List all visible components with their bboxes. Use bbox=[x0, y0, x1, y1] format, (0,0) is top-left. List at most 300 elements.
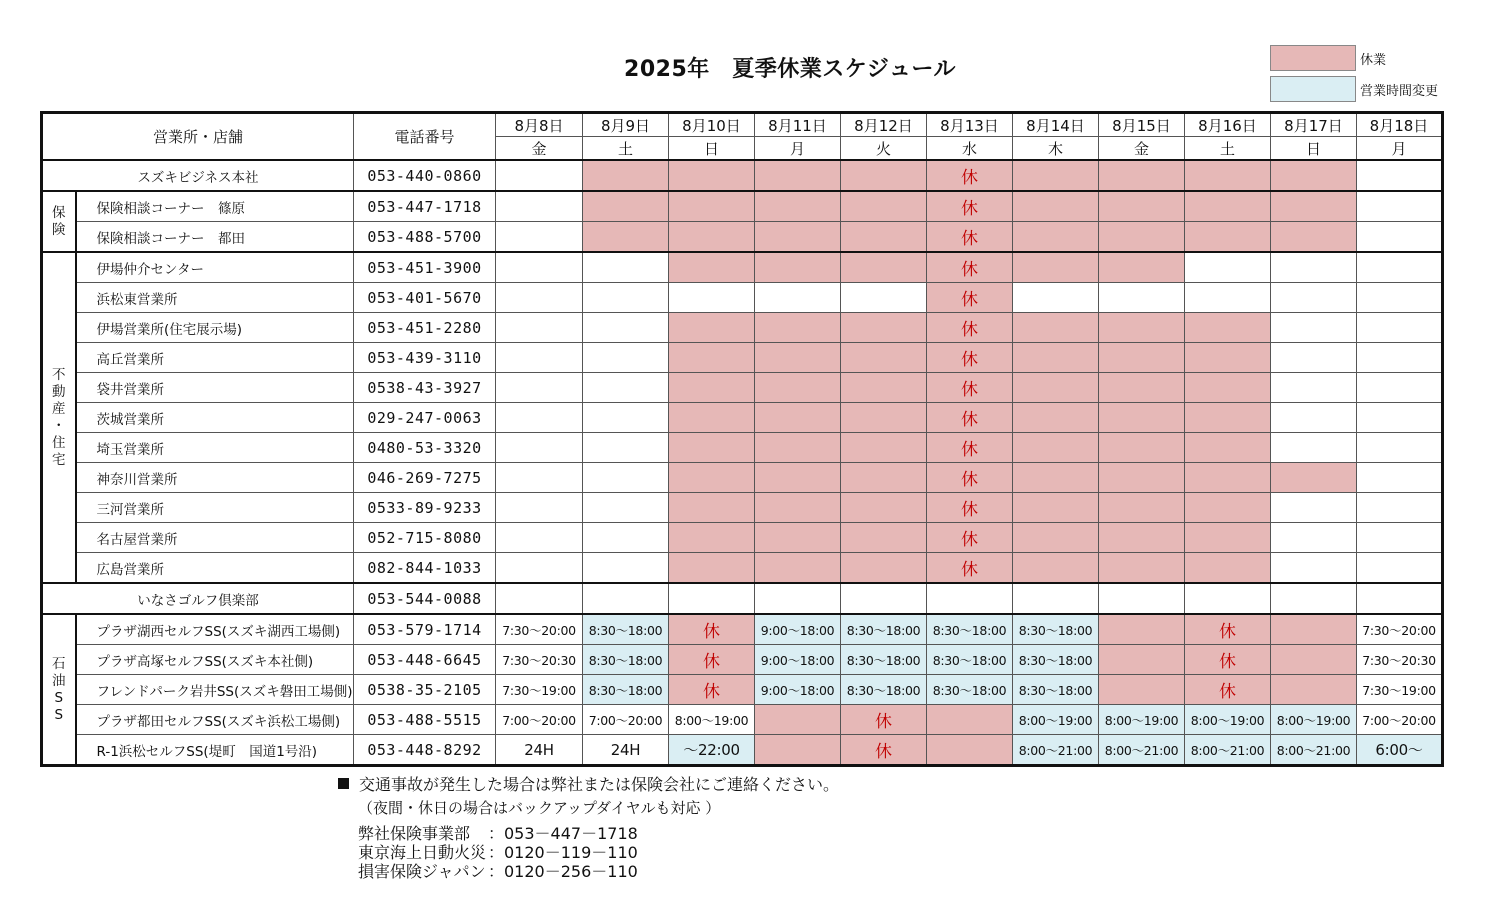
schedule-table bbox=[40, 111, 1444, 767]
weekday-header: 日 bbox=[1271, 137, 1357, 161]
open-cell bbox=[496, 313, 583, 343]
hours-cell: 7:30～20:30 bbox=[1357, 645, 1443, 675]
table-row bbox=[42, 403, 1443, 433]
closed-cell bbox=[1013, 433, 1099, 463]
changed-hours-cell: 8:30～18:00 bbox=[1013, 614, 1099, 645]
closed-mark-cell: 休 bbox=[927, 523, 1013, 553]
closed-cell bbox=[1271, 645, 1357, 675]
closed-cell bbox=[1099, 222, 1185, 253]
table-row bbox=[42, 675, 1443, 705]
closed-cell bbox=[669, 160, 755, 191]
open-cell bbox=[496, 160, 583, 191]
closed-cell bbox=[1099, 553, 1185, 584]
closed-cell bbox=[841, 222, 927, 253]
closed-cell bbox=[755, 373, 841, 403]
contact-name: 弊社保険事業部 bbox=[358, 824, 471, 843]
open-cell bbox=[496, 283, 583, 313]
closed-cell bbox=[1013, 252, 1099, 283]
open-cell bbox=[1357, 463, 1443, 493]
closed-cell bbox=[669, 222, 755, 253]
office-name: 保険相談コーナー 篠原 bbox=[76, 191, 354, 222]
page-title: 2025年 夏季休業スケジュール bbox=[624, 57, 956, 82]
table-row bbox=[42, 523, 1443, 553]
open-cell bbox=[1271, 403, 1357, 433]
table-row bbox=[42, 191, 1443, 222]
open-cell bbox=[1357, 403, 1443, 433]
open-cell bbox=[1357, 553, 1443, 584]
table-row bbox=[42, 705, 1443, 735]
weekday-header: 金 bbox=[1099, 137, 1185, 161]
open-cell bbox=[496, 553, 583, 584]
phone-number: 046-269-7275 bbox=[354, 463, 496, 493]
closed-cell bbox=[841, 313, 927, 343]
open-cell bbox=[1357, 313, 1443, 343]
closed-cell bbox=[841, 373, 927, 403]
hours-cell: 7:30～19:00 bbox=[1357, 675, 1443, 705]
open-cell bbox=[1357, 523, 1443, 553]
hours-cell: 7:00～20:00 bbox=[583, 705, 669, 735]
closed-cell bbox=[755, 191, 841, 222]
phone-number: 053-440-0860 bbox=[354, 160, 496, 191]
date-header: 8月11日 bbox=[755, 113, 841, 137]
closed-mark-cell: 休 bbox=[927, 191, 1013, 222]
closed-cell bbox=[755, 735, 841, 766]
closed-cell bbox=[755, 343, 841, 373]
phone-number: 0538-35-2105 bbox=[354, 675, 496, 705]
group-label: 不 動 産 ・ 住 宅 bbox=[42, 252, 76, 583]
closed-cell bbox=[1099, 313, 1185, 343]
table-row bbox=[42, 313, 1443, 343]
closed-cell bbox=[1185, 553, 1271, 584]
closed-cell bbox=[755, 463, 841, 493]
office-name: 名古屋営業所 bbox=[76, 523, 354, 553]
open-cell bbox=[927, 583, 1013, 614]
closed-cell bbox=[1099, 463, 1185, 493]
open-cell bbox=[496, 403, 583, 433]
closed-cell bbox=[1013, 403, 1099, 433]
weekday-header: 土 bbox=[583, 137, 669, 161]
closed-cell bbox=[1013, 343, 1099, 373]
open-cell bbox=[1357, 222, 1443, 253]
note-main-line bbox=[338, 772, 839, 793]
open-cell bbox=[1271, 313, 1357, 343]
date-header: 8月9日 bbox=[583, 113, 669, 137]
open-cell bbox=[583, 523, 669, 553]
closed-cell bbox=[1099, 433, 1185, 463]
legend-closed-swatch bbox=[1270, 45, 1356, 71]
closed-mark-cell: 休 bbox=[669, 675, 755, 705]
office-name: 袋井営業所 bbox=[76, 373, 354, 403]
contact-name: 東京海上日動火災 bbox=[358, 843, 487, 862]
closed-cell bbox=[1185, 523, 1271, 553]
closed-cell bbox=[841, 252, 927, 283]
phone-number: 029-247-0063 bbox=[354, 403, 496, 433]
closed-cell bbox=[583, 191, 669, 222]
open-cell bbox=[583, 313, 669, 343]
changed-hours-cell: 8:00～21:00 bbox=[1271, 735, 1357, 766]
closed-mark-cell: 休 bbox=[841, 735, 927, 766]
closed-cell bbox=[841, 493, 927, 523]
date-header: 8月8日 bbox=[496, 113, 583, 137]
closed-cell bbox=[1013, 523, 1099, 553]
date-header: 8月16日 bbox=[1185, 113, 1271, 137]
office-name: フレンドパーク岩井SS(スズキ磐田工場側) bbox=[76, 675, 354, 705]
closed-cell bbox=[1013, 160, 1099, 191]
open-cell bbox=[1357, 373, 1443, 403]
table-row bbox=[42, 222, 1443, 253]
table-row bbox=[42, 160, 1443, 191]
phone-number: 053-451-2280 bbox=[354, 313, 496, 343]
open-cell bbox=[841, 283, 927, 313]
phone-number: 053-488-5515 bbox=[354, 705, 496, 735]
phone-number: 053-447-1718 bbox=[354, 191, 496, 222]
date-header: 8月17日 bbox=[1271, 113, 1357, 137]
closed-cell bbox=[1099, 403, 1185, 433]
closed-cell bbox=[755, 403, 841, 433]
closed-cell bbox=[1099, 523, 1185, 553]
closed-cell bbox=[755, 523, 841, 553]
closed-cell bbox=[669, 373, 755, 403]
open-cell bbox=[1185, 583, 1271, 614]
closed-mark-cell: 休 bbox=[927, 493, 1013, 523]
closed-mark-cell: 休 bbox=[927, 343, 1013, 373]
open-cell bbox=[1271, 553, 1357, 584]
table-row bbox=[42, 283, 1443, 313]
closed-cell bbox=[755, 705, 841, 735]
closed-mark-cell: 休 bbox=[927, 283, 1013, 313]
closed-cell bbox=[927, 705, 1013, 735]
contact-row bbox=[358, 824, 839, 843]
open-cell bbox=[1271, 283, 1357, 313]
open-cell bbox=[1271, 433, 1357, 463]
phone-number: 053-439-3110 bbox=[354, 343, 496, 373]
date-header: 8月18日 bbox=[1357, 113, 1443, 137]
table-row bbox=[42, 493, 1443, 523]
closed-cell bbox=[1013, 222, 1099, 253]
phone-number: 082-844-1033 bbox=[354, 553, 496, 584]
phone-number: 053-448-6645 bbox=[354, 645, 496, 675]
office-name: R-1浜松セルフSS(堤町 国道1号沿) bbox=[76, 735, 354, 766]
closed-cell bbox=[755, 160, 841, 191]
open-cell bbox=[1013, 583, 1099, 614]
open-cell bbox=[496, 463, 583, 493]
date-header: 8月13日 bbox=[927, 113, 1013, 137]
open-cell bbox=[1357, 160, 1443, 191]
changed-hours-cell: 8:30～18:00 bbox=[927, 614, 1013, 645]
table-row bbox=[42, 373, 1443, 403]
open-cell bbox=[1357, 283, 1443, 313]
closed-cell bbox=[755, 433, 841, 463]
closed-cell bbox=[1271, 191, 1357, 222]
open-cell bbox=[1357, 191, 1443, 222]
table-row bbox=[42, 614, 1443, 645]
office-name: 埼玉営業所 bbox=[76, 433, 354, 463]
changed-hours-cell: 8:30～18:00 bbox=[841, 614, 927, 645]
closed-cell bbox=[755, 252, 841, 283]
open-cell bbox=[583, 553, 669, 584]
open-cell bbox=[1271, 583, 1357, 614]
office-name: 茨城営業所 bbox=[76, 403, 354, 433]
notes bbox=[338, 772, 839, 881]
weekday-header: 金 bbox=[496, 137, 583, 161]
open-cell bbox=[496, 523, 583, 553]
phone-number: 053-579-1714 bbox=[354, 614, 496, 645]
closed-cell bbox=[1185, 493, 1271, 523]
hours-cell: 7:30～19:00 bbox=[496, 675, 583, 705]
phone-number: 0538-43-3927 bbox=[354, 373, 496, 403]
closed-cell bbox=[1099, 645, 1185, 675]
open-cell bbox=[496, 191, 583, 222]
office-name: 高丘営業所 bbox=[76, 343, 354, 373]
date-header: 8月15日 bbox=[1099, 113, 1185, 137]
phone-number: 053-488-5700 bbox=[354, 222, 496, 253]
closed-cell bbox=[1185, 463, 1271, 493]
open-cell bbox=[1271, 373, 1357, 403]
office-name: スズキビジネス本社 bbox=[42, 160, 354, 191]
changed-hours-cell: 9:00～18:00 bbox=[755, 675, 841, 705]
open-cell bbox=[1357, 343, 1443, 373]
closed-cell bbox=[1271, 222, 1357, 253]
office-name: プラザ高塚セルフSS(スズキ本社側) bbox=[76, 645, 354, 675]
open-cell bbox=[1357, 433, 1443, 463]
table-row bbox=[42, 735, 1443, 766]
open-cell bbox=[583, 283, 669, 313]
open-cell bbox=[841, 583, 927, 614]
open-cell bbox=[496, 343, 583, 373]
contact-phone: ：0120－256－110 bbox=[488, 862, 638, 881]
office-name: 三河営業所 bbox=[76, 493, 354, 523]
closed-mark-cell: 休 bbox=[1185, 614, 1271, 645]
closed-cell bbox=[1099, 343, 1185, 373]
closed-cell bbox=[1013, 313, 1099, 343]
changed-hours-cell: 8:30～18:00 bbox=[583, 614, 669, 645]
phone-number: 053-544-0088 bbox=[354, 583, 496, 614]
open-cell bbox=[755, 583, 841, 614]
closed-cell bbox=[669, 313, 755, 343]
table-row bbox=[42, 433, 1443, 463]
closed-cell bbox=[669, 343, 755, 373]
table-row bbox=[42, 645, 1443, 675]
table-row bbox=[42, 343, 1443, 373]
closed-cell bbox=[1013, 553, 1099, 584]
group-label: 石 油 S S bbox=[42, 614, 76, 766]
closed-cell bbox=[669, 463, 755, 493]
changed-hours-cell: 8:30～18:00 bbox=[1013, 675, 1099, 705]
table-row bbox=[42, 553, 1443, 584]
changed-hours-cell: ～22:00 bbox=[669, 735, 755, 766]
contact-phone: ：0120－119－110 bbox=[488, 843, 638, 862]
changed-hours-cell: 9:00～18:00 bbox=[755, 614, 841, 645]
closed-mark-cell: 休 bbox=[927, 373, 1013, 403]
closed-mark-cell: 休 bbox=[927, 463, 1013, 493]
note-main: 交通事故が発生した場合は弊社または保険会社にご連絡ください。 bbox=[359, 775, 840, 794]
closed-mark-cell: 休 bbox=[927, 252, 1013, 283]
changed-hours-cell: 6:00～ bbox=[1357, 735, 1443, 766]
header-phone: 電話番号 bbox=[354, 113, 496, 161]
open-cell bbox=[755, 283, 841, 313]
schedule-body bbox=[42, 160, 1443, 766]
closed-mark-cell: 休 bbox=[669, 645, 755, 675]
closed-cell bbox=[583, 160, 669, 191]
open-cell bbox=[1185, 252, 1271, 283]
group-label: 保 険 bbox=[42, 191, 76, 252]
closed-cell bbox=[1099, 675, 1185, 705]
contact-phone: ：053－447－1718 bbox=[488, 824, 638, 843]
open-cell bbox=[1271, 493, 1357, 523]
closed-mark-cell: 休 bbox=[1185, 645, 1271, 675]
open-cell bbox=[583, 343, 669, 373]
weekday-header: 火 bbox=[841, 137, 927, 161]
closed-cell bbox=[669, 252, 755, 283]
open-cell bbox=[583, 583, 669, 614]
hours-cell: 7:00～20:00 bbox=[1357, 705, 1443, 735]
closed-cell bbox=[1185, 191, 1271, 222]
date-header: 8月14日 bbox=[1013, 113, 1099, 137]
changed-hours-cell: 8:00～21:00 bbox=[1185, 735, 1271, 766]
open-cell bbox=[496, 252, 583, 283]
changed-hours-cell: 8:00～19:00 bbox=[1185, 705, 1271, 735]
closed-cell bbox=[1013, 373, 1099, 403]
closed-cell bbox=[841, 433, 927, 463]
weekday-header: 木 bbox=[1013, 137, 1099, 161]
closed-cell bbox=[1185, 373, 1271, 403]
closed-cell bbox=[1185, 222, 1271, 253]
hours-cell: 24H bbox=[583, 735, 669, 766]
closed-cell bbox=[1099, 614, 1185, 645]
weekday-header: 水 bbox=[927, 137, 1013, 161]
open-cell bbox=[496, 583, 583, 614]
legend-closed-label: 休業 bbox=[1360, 53, 1387, 68]
office-name: プラザ都田セルフSS(スズキ浜松工場側) bbox=[76, 705, 354, 735]
closed-cell bbox=[1013, 463, 1099, 493]
open-cell bbox=[496, 222, 583, 253]
open-cell bbox=[669, 283, 755, 313]
changed-hours-cell: 8:00～21:00 bbox=[1013, 735, 1099, 766]
closed-cell bbox=[1271, 614, 1357, 645]
closed-mark-cell: 休 bbox=[1185, 675, 1271, 705]
office-name: 保険相談コーナー 都田 bbox=[76, 222, 354, 253]
weekday-header: 土 bbox=[1185, 137, 1271, 161]
closed-cell bbox=[1271, 463, 1357, 493]
contact-row bbox=[358, 843, 839, 862]
hours-cell: 7:30～20:00 bbox=[1357, 614, 1443, 645]
closed-cell bbox=[841, 523, 927, 553]
office-name: 浜松東営業所 bbox=[76, 283, 354, 313]
hours-cell: 24H bbox=[496, 735, 583, 766]
open-cell bbox=[583, 252, 669, 283]
closed-cell bbox=[1099, 191, 1185, 222]
closed-cell bbox=[841, 463, 927, 493]
closed-cell bbox=[669, 403, 755, 433]
closed-cell bbox=[1271, 675, 1357, 705]
header-row-dates bbox=[42, 113, 1443, 137]
closed-cell bbox=[1185, 160, 1271, 191]
changed-hours-cell: 8:00～19:00 bbox=[1013, 705, 1099, 735]
closed-cell bbox=[1185, 403, 1271, 433]
closed-cell bbox=[1185, 313, 1271, 343]
closed-cell bbox=[1099, 160, 1185, 191]
changed-hours-cell: 8:00～19:00 bbox=[1099, 705, 1185, 735]
closed-cell bbox=[1099, 493, 1185, 523]
phone-number: 053-448-8292 bbox=[354, 735, 496, 766]
legend-hours-changed-label: 営業時間変更 bbox=[1360, 84, 1439, 99]
office-name: 伊場仲介センター bbox=[76, 252, 354, 283]
contact-list bbox=[338, 824, 839, 881]
changed-hours-cell: 8:00～19:00 bbox=[1271, 705, 1357, 735]
changed-hours-cell: 8:00～21:00 bbox=[1099, 735, 1185, 766]
table-row bbox=[42, 252, 1443, 283]
open-cell bbox=[1185, 283, 1271, 313]
closed-mark-cell: 休 bbox=[927, 403, 1013, 433]
open-cell bbox=[1099, 283, 1185, 313]
phone-number: 053-451-3900 bbox=[354, 252, 496, 283]
open-cell bbox=[583, 373, 669, 403]
closed-mark-cell: 休 bbox=[927, 160, 1013, 191]
hours-cell: 7:30～20:00 bbox=[496, 614, 583, 645]
closed-cell bbox=[755, 553, 841, 584]
closed-mark-cell: 休 bbox=[927, 222, 1013, 253]
weekday-header: 月 bbox=[1357, 137, 1443, 161]
closed-mark-cell: 休 bbox=[927, 553, 1013, 584]
open-cell bbox=[669, 583, 755, 614]
date-header: 8月12日 bbox=[841, 113, 927, 137]
weekday-header: 日 bbox=[669, 137, 755, 161]
phone-number: 0480-53-3320 bbox=[354, 433, 496, 463]
closed-cell bbox=[1185, 343, 1271, 373]
square-bullet-icon bbox=[338, 778, 349, 789]
open-cell bbox=[1271, 523, 1357, 553]
closed-cell bbox=[669, 523, 755, 553]
changed-hours-cell: 8:30～18:00 bbox=[927, 675, 1013, 705]
weekday-header: 月 bbox=[755, 137, 841, 161]
open-cell bbox=[496, 433, 583, 463]
closed-cell bbox=[669, 493, 755, 523]
closed-cell bbox=[841, 403, 927, 433]
changed-hours-cell: 8:30～18:00 bbox=[841, 675, 927, 705]
closed-mark-cell: 休 bbox=[927, 313, 1013, 343]
open-cell bbox=[496, 373, 583, 403]
phone-number: 052-715-8080 bbox=[354, 523, 496, 553]
contact-row bbox=[358, 862, 839, 881]
closed-cell bbox=[669, 553, 755, 584]
changed-hours-cell: 8:30～18:00 bbox=[583, 645, 669, 675]
closed-mark-cell: 休 bbox=[927, 433, 1013, 463]
table-row bbox=[42, 463, 1443, 493]
changed-hours-cell: 8:30～18:00 bbox=[1013, 645, 1099, 675]
open-cell bbox=[583, 493, 669, 523]
closed-cell bbox=[841, 160, 927, 191]
closed-cell bbox=[755, 493, 841, 523]
closed-cell bbox=[669, 191, 755, 222]
note-sub: （夜間・休日の場合はバックアップダイヤルも対応 ） bbox=[358, 799, 721, 817]
closed-cell bbox=[1013, 191, 1099, 222]
changed-hours-cell: 9:00～18:00 bbox=[755, 645, 841, 675]
open-cell bbox=[583, 433, 669, 463]
open-cell bbox=[496, 493, 583, 523]
hours-cell: 8:00～19:00 bbox=[669, 705, 755, 735]
office-name: いなさゴルフ倶楽部 bbox=[42, 583, 354, 614]
header-office: 営業所・店舗 bbox=[42, 113, 354, 161]
hours-cell: 7:00～20:00 bbox=[496, 705, 583, 735]
closed-cell bbox=[583, 222, 669, 253]
open-cell bbox=[1099, 583, 1185, 614]
phone-number: 0533-89-9233 bbox=[354, 493, 496, 523]
closed-cell bbox=[1185, 433, 1271, 463]
table-row bbox=[42, 583, 1443, 614]
closed-mark-cell: 休 bbox=[841, 705, 927, 735]
office-name: 神奈川営業所 bbox=[76, 463, 354, 493]
closed-cell bbox=[755, 313, 841, 343]
